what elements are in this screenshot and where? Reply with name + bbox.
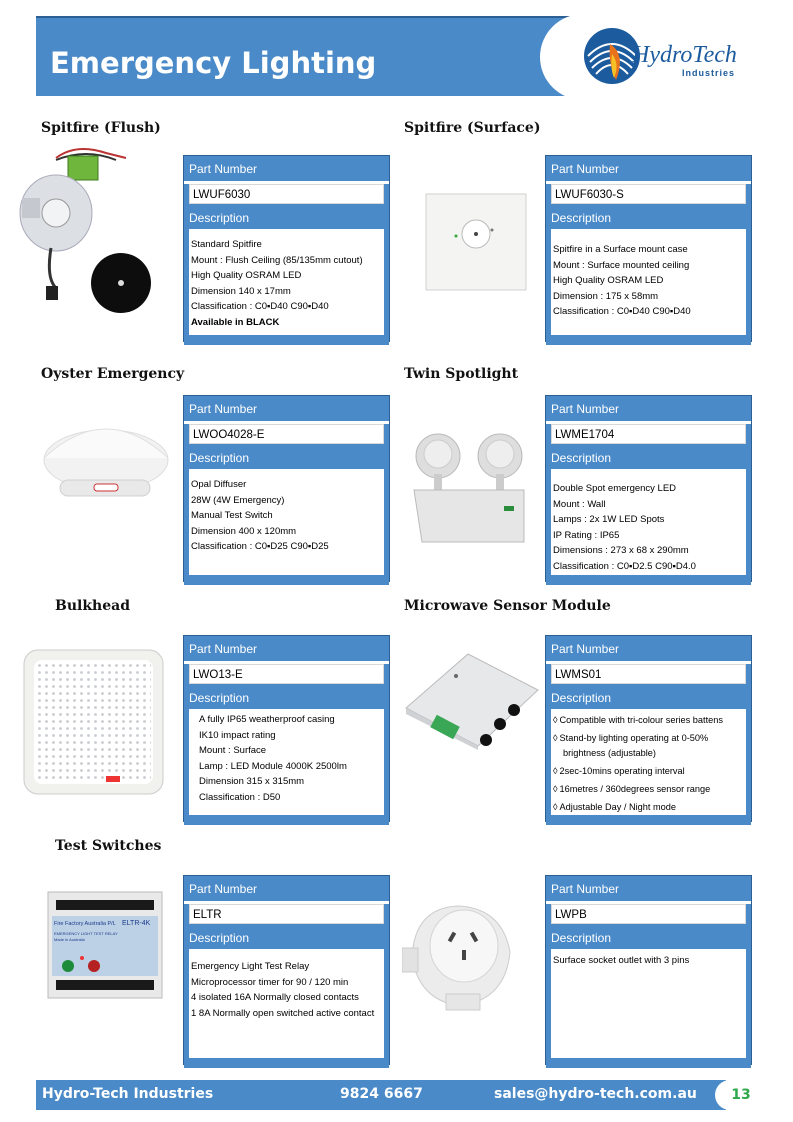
info-card-bulkhead	[183, 635, 390, 822]
part-number-header: Part Number	[184, 156, 389, 181]
part-number-value: LWUF6030-S	[551, 184, 746, 204]
microwave-sensor-image	[402, 650, 542, 750]
description-header: Description	[546, 448, 751, 469]
part-number-value: LWMS01	[551, 664, 746, 684]
info-card-spitfire-flush	[183, 155, 390, 342]
logo-wordmark: HydroTech	[632, 42, 737, 68]
description-header: Description	[546, 688, 751, 709]
part-number-value: LWME1704	[551, 424, 746, 444]
section-title-bulkhead: Bulkhead	[55, 598, 130, 614]
part-number-header: Part Number	[546, 636, 751, 661]
section-title-spitfire-flush: Spitfire (Flush)	[41, 120, 161, 136]
footer-email: sales@hydro-tech.com.au	[494, 1086, 697, 1102]
test-relay-body	[46, 890, 164, 1000]
info-card-twin-spotlight	[545, 395, 752, 582]
description-text: Double Spot emergency LED Mount : Wall Lamps : 2x 1W LED Spots IP Rating : IP65 Dimensions : 273 x 68 x 290mm Classification : C0▪D2.5 C90▪D4.0	[551, 469, 746, 575]
test-relay-image	[46, 890, 164, 1000]
info-card-microwave	[545, 635, 752, 822]
description-text: Emergency Light Test Relay Microprocessor timer for 90 / 120 min 4 isolated 16A Normally closed contacts 1 8A Normally open switched active contact	[189, 949, 384, 1058]
bulkhead-image	[22, 648, 165, 796]
description-text: Standard Spitfire Mount : Flush Ceiling (85/135mm cutout) High Quality OSRAM LED Dimension 140 x 17mm Classification : C0▪D40 C90▪D40 Available in BLACK	[189, 229, 384, 335]
description-header: Description	[184, 688, 389, 709]
part-number-header: Part Number	[546, 156, 751, 181]
part-number-value: LWPB	[551, 904, 746, 924]
footer-bar	[36, 1080, 726, 1110]
description-header: Description	[184, 208, 389, 229]
spitfire-surface-image	[422, 190, 532, 300]
part-number-value: LWOO4028-E	[189, 424, 384, 444]
info-card-oyster	[183, 395, 390, 582]
section-title-spitfire-surface: Spitfire (Surface)	[404, 120, 541, 136]
description-header: Description	[546, 928, 751, 949]
description-text: Spitfire in a Surface mount case Mount : Surface mounted ceiling High Quality OSRAM LED Dimension : 175 x 58mm Classification : C0▪D40 C90▪D40	[551, 229, 746, 335]
part-number-value: LWUF6030	[189, 184, 384, 204]
info-card-socket-outlet	[545, 875, 752, 1065]
relay-subtitle-label: EMERGENCY LIGHT TEST RELAY	[54, 931, 118, 936]
part-number-value: ELTR	[189, 904, 384, 924]
footer-company: Hydro-Tech Industries	[42, 1086, 214, 1102]
description-text: A fully IP65 weatherproof casing IK10 impact rating Mount : Surface Lamp : LED Module 4000K 2500lm Dimension 315 x 315mm Classification : D50	[189, 709, 384, 815]
description-text: ◊ Compatible with tri-colour series battens ◊ Stand-by lighting operating at 0-50% brightness (adjustable) ◊ 2sec-10mins operating interval ◊ 16metres / 360degrees sensor range ◊ Adjustable Day / Night mode	[551, 709, 746, 815]
relay-brand-label: Fire Factory Australia P/L	[54, 921, 116, 927]
part-number-value: LWO13-E	[189, 664, 384, 684]
company-logo	[582, 22, 777, 92]
part-number-header: Part Number	[546, 396, 751, 421]
footer-phone: 9824 6667	[340, 1086, 423, 1102]
description-text: Opal Diffuser 28W (4W Emergency) Manual Test Switch Dimension 400 x 120mm Classification : C0▪D25 C90▪D25	[189, 469, 384, 575]
part-number-header: Part Number	[184, 396, 389, 421]
description-header: Description	[184, 448, 389, 469]
spitfire-flush-image	[16, 138, 166, 318]
twin-spotlight-image	[408, 430, 534, 556]
header-banner	[36, 16, 606, 96]
relay-made-label: Made in Australia	[54, 937, 85, 942]
page-number: 13	[715, 1080, 767, 1110]
part-number-header: Part Number	[546, 876, 751, 901]
section-title-test-switches: Test Switches	[55, 838, 162, 854]
logo-subtitle: Industries	[682, 68, 736, 78]
relay-model-label: ELTR-4K	[122, 920, 151, 927]
description-header: Description	[184, 928, 389, 949]
part-number-header: Part Number	[184, 876, 389, 901]
info-card-test-switches	[183, 875, 390, 1065]
section-title-microwave: Microwave Sensor Module	[404, 598, 611, 614]
page-title: Emergency Lighting	[50, 46, 377, 80]
section-title-twin-spotlight: Twin Spotlight	[404, 366, 519, 382]
part-number-header: Part Number	[184, 636, 389, 661]
section-title-oyster: Oyster Emergency	[41, 366, 185, 382]
description-text: Surface socket outlet with 3 pins	[551, 949, 746, 1058]
info-card-spitfire-surface	[545, 155, 752, 342]
oyster-image	[42, 410, 172, 510]
socket-outlet-image	[402, 898, 518, 1018]
description-header: Description	[546, 208, 751, 229]
